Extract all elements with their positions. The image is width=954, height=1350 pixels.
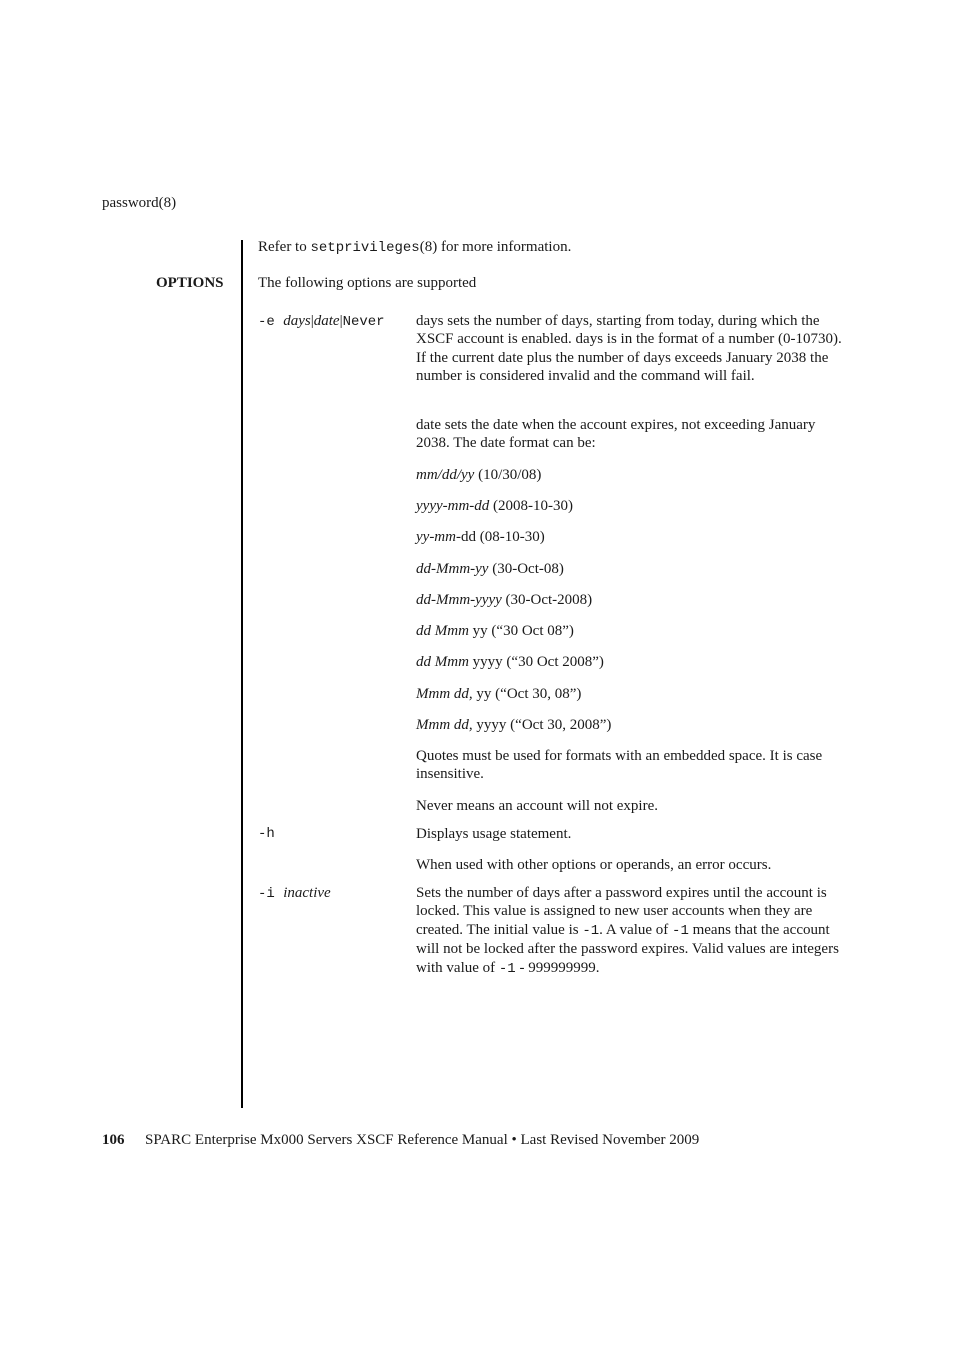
date-format-example: (30-Oct-08) bbox=[488, 561, 564, 577]
option-e-sep1: | bbox=[310, 313, 314, 329]
date-format-pattern: yyyy-mm-dd bbox=[416, 498, 490, 514]
footer-text bbox=[145, 1131, 699, 1149]
date-format-pattern: Mmm dd, bbox=[416, 686, 473, 702]
option-i-value: -1 bbox=[498, 960, 516, 977]
refer-line bbox=[258, 238, 571, 257]
date-format-item bbox=[416, 466, 541, 484]
date-format-example: yy (“30 Oct 08”) bbox=[468, 623, 574, 639]
date-format-item bbox=[416, 591, 592, 609]
option-i-desc-part: . A value of bbox=[599, 921, 673, 938]
date-format-pattern: dd Mmm bbox=[416, 623, 469, 639]
date-format-example: yy (“Oct 30, 08”) bbox=[472, 686, 582, 702]
option-e-desc-days: days sets the number of days, starting from today, during which the XSCF account is enabled. days is in the format of a number (0-10730). If the current date plus the number of days exceeds January 2038 the number is considered invalid and the command will fail. bbox=[416, 313, 842, 385]
option-i-arg: inactive bbox=[283, 885, 331, 901]
date-format-item bbox=[416, 528, 545, 546]
footer-bullet: • bbox=[507, 1132, 521, 1148]
option-e-never: Never bbox=[342, 314, 385, 330]
date-format-example: yyyy (“30 Oct 2008”) bbox=[468, 654, 604, 670]
options-intro: The following options are supported bbox=[258, 275, 477, 291]
option-e-arg-date: date bbox=[313, 313, 340, 329]
option-h-desc-error: When used with other options or operands, an error occurs. bbox=[416, 857, 772, 873]
option-h-flag: -h bbox=[258, 826, 275, 842]
date-format-pattern: dd-Mmm-yy bbox=[416, 561, 489, 577]
date-format-item bbox=[416, 622, 574, 640]
date-format-item bbox=[416, 653, 604, 671]
section-heading-options: OPTIONS bbox=[156, 275, 224, 291]
option-i-value: -1 bbox=[582, 922, 600, 939]
revision-date: Last Revised November 2009 bbox=[520, 1132, 700, 1148]
option-i-desc bbox=[416, 884, 846, 978]
option-i-term bbox=[258, 884, 331, 903]
date-format-pattern: dd-Mmm-yyyy bbox=[416, 592, 502, 608]
option-e-sep2: | bbox=[339, 313, 343, 329]
refer-prefix: Refer to bbox=[258, 239, 311, 255]
date-format-pattern: mm/dd/yy bbox=[416, 467, 475, 483]
option-i-flag: -i bbox=[258, 886, 284, 902]
running-head: password(8) bbox=[102, 195, 177, 211]
date-format-example: (2008-10-30) bbox=[489, 498, 574, 514]
date-format-item bbox=[416, 716, 611, 734]
option-i-desc-part: means that the account will not be locked after the password expires. Valid values are integers with value of bbox=[416, 921, 839, 976]
manual-title: SPARC Enterprise Mx000 Servers XSCF Reference Manual bbox=[145, 1132, 508, 1148]
option-i-desc-part: Sets the number of days after a password expires until the account is locked. This value is assigned to new user accounts when they are created. The initial value is bbox=[416, 885, 827, 938]
page-number: 106 bbox=[102, 1132, 125, 1148]
date-format-example: (30-Oct-2008) bbox=[501, 592, 593, 608]
date-format-pattern: yy-mm- bbox=[416, 529, 461, 545]
date-format-item bbox=[416, 685, 581, 703]
date-format-pattern: dd Mmm bbox=[416, 654, 469, 670]
option-e-flag: -e bbox=[258, 314, 284, 330]
option-e-term bbox=[258, 312, 385, 331]
option-i-value: -1 bbox=[672, 922, 689, 939]
option-i-desc-part: - 999999999. bbox=[515, 959, 600, 976]
date-format-example: yyyy (“Oct 30, 2008”) bbox=[472, 717, 612, 733]
option-e-desc-quotes: Quotes must be used for formats with an embedded space. It is case insensitive. bbox=[416, 748, 823, 783]
date-format-example: (10/30/08) bbox=[474, 467, 542, 483]
option-e-desc-date: date sets the date when the account expires, not exceeding January 2038. The date format can be: bbox=[416, 417, 816, 452]
date-format-item bbox=[416, 497, 573, 515]
option-e-desc-never: Never means an account will not expire. bbox=[416, 798, 658, 814]
date-format-example: dd (08-10-30) bbox=[460, 529, 545, 545]
refer-suffix: (8) for more information. bbox=[419, 239, 572, 255]
margin-rule bbox=[241, 240, 243, 1108]
option-e-arg-days: days bbox=[283, 313, 311, 329]
refer-command: setprivileges bbox=[310, 240, 420, 256]
date-format-item bbox=[416, 560, 564, 578]
option-h-desc-usage: Displays usage statement. bbox=[416, 826, 572, 842]
date-format-pattern: Mmm dd, bbox=[416, 717, 473, 733]
